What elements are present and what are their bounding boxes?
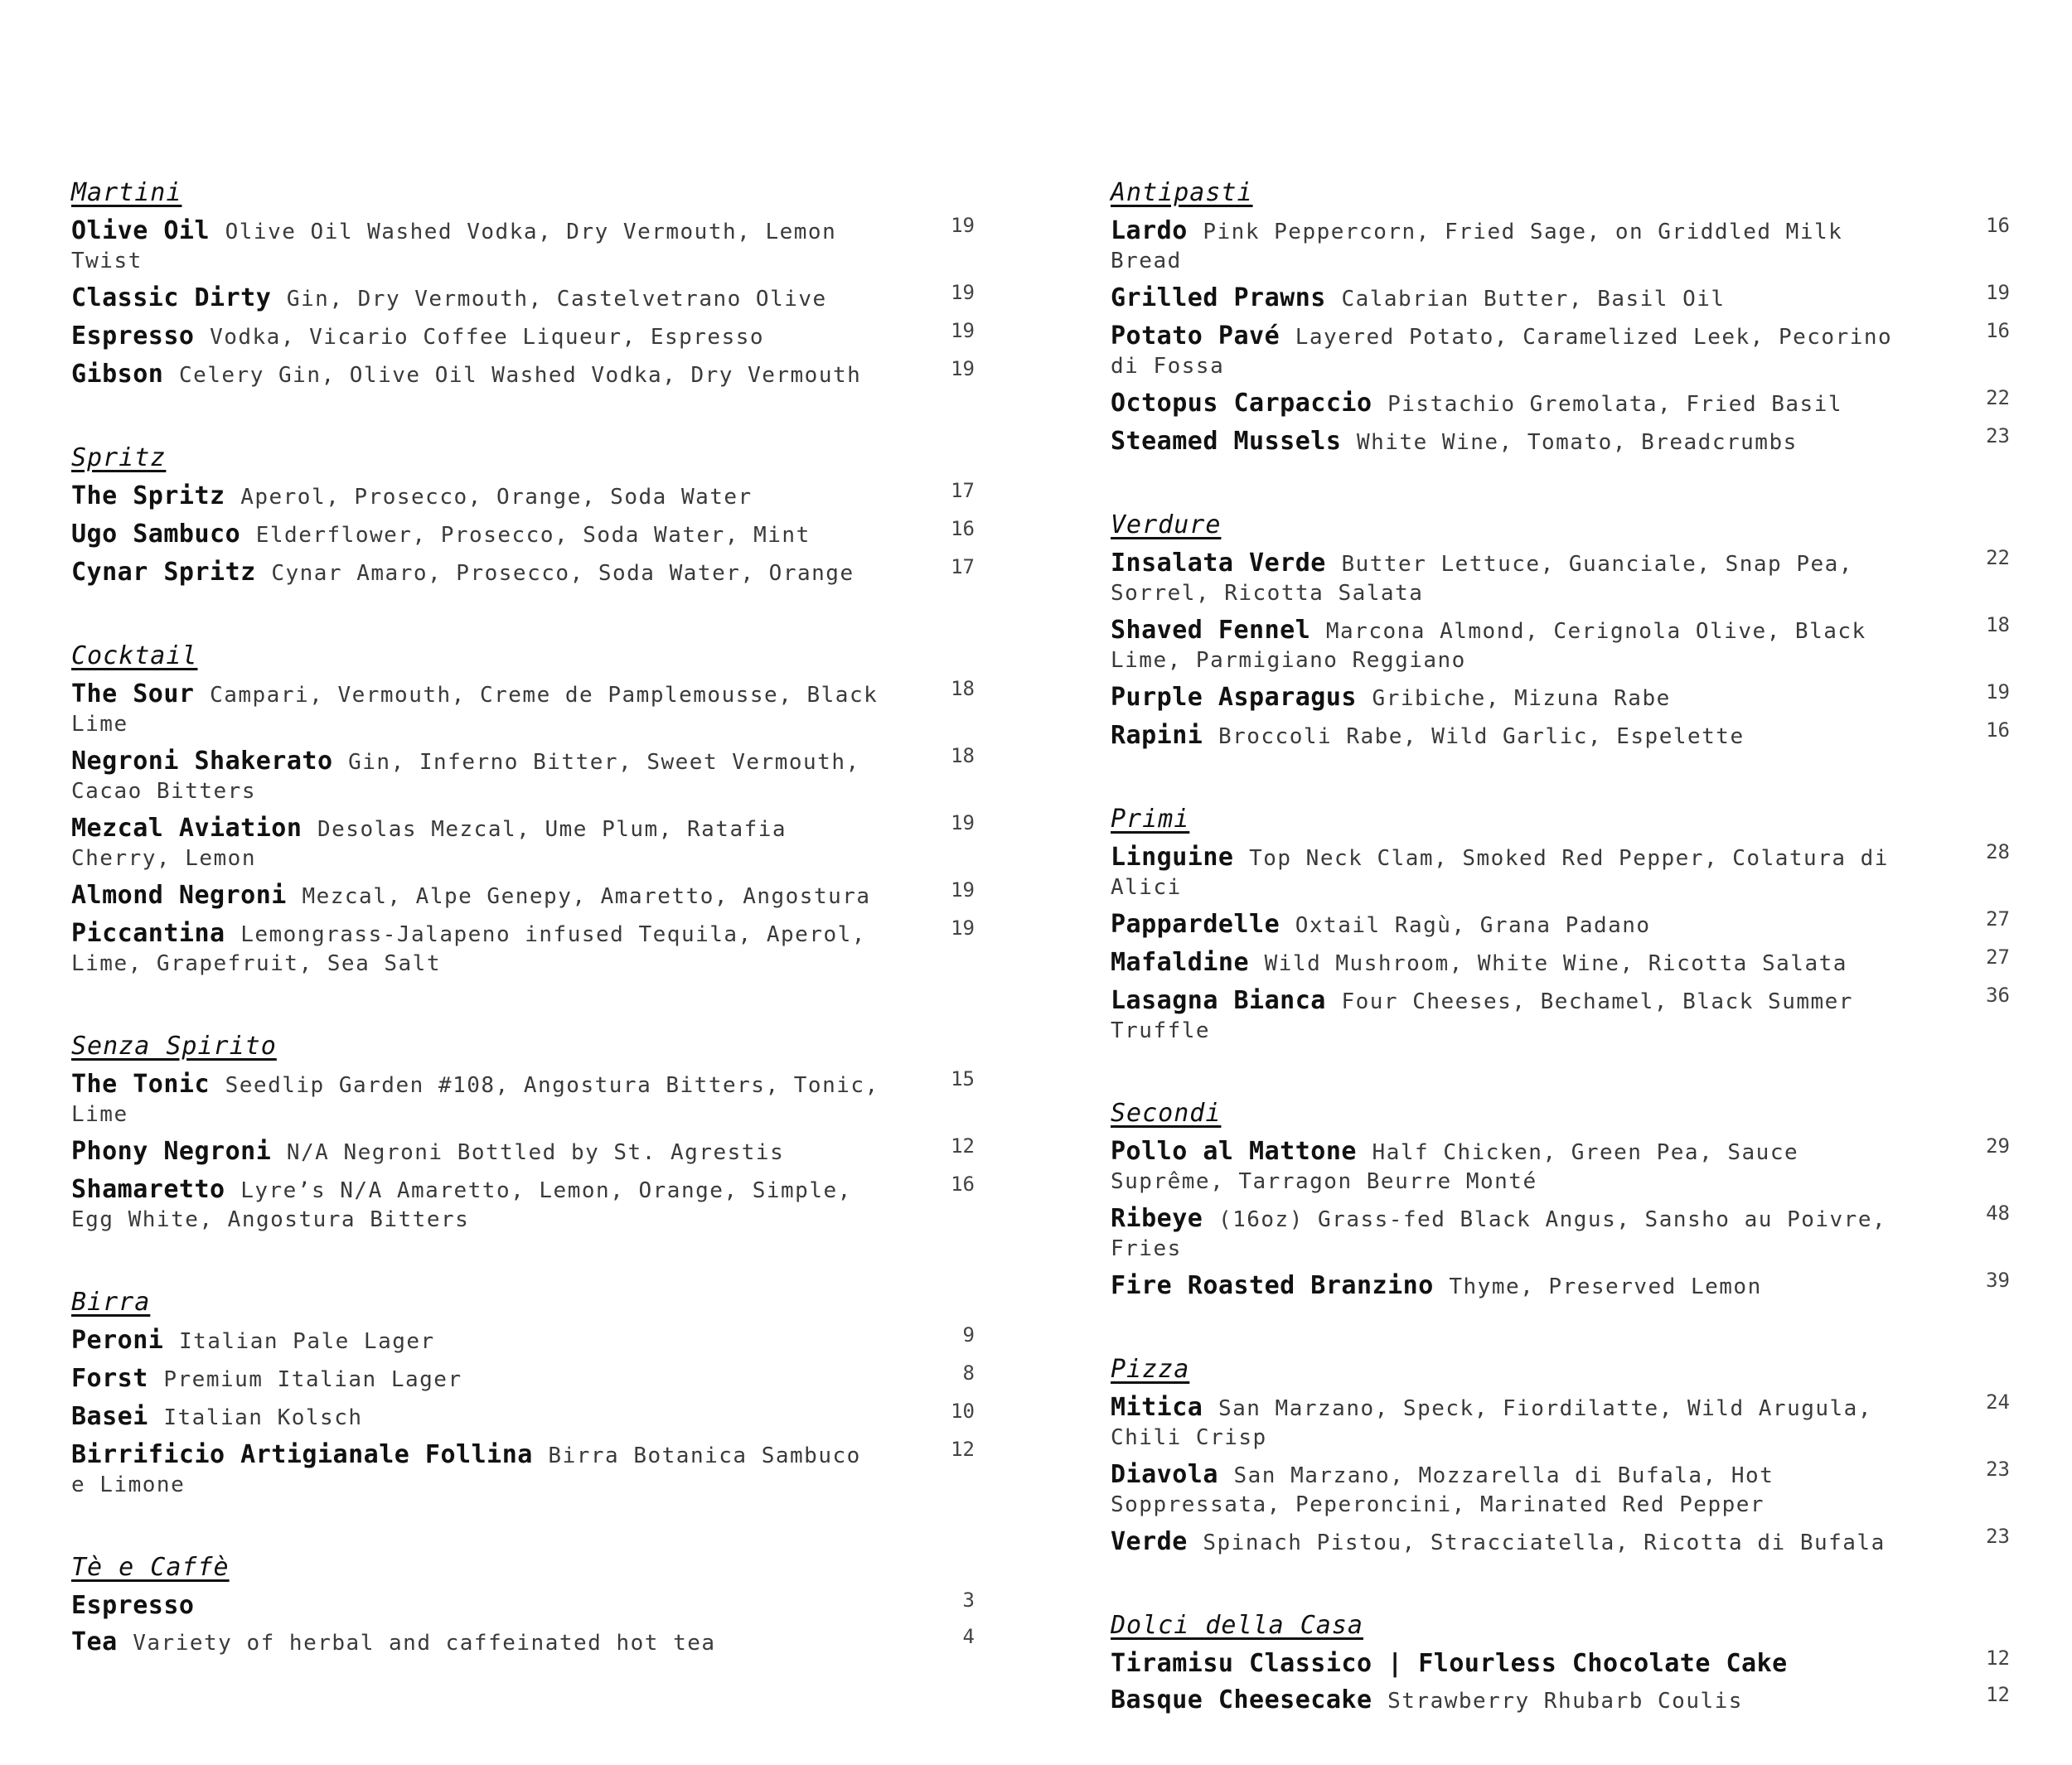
item-name: Almond Negroni [71,881,287,910]
menu-item-text [1111,911,1919,940]
item-name: Espresso [71,1591,195,1620]
menu-item-text [1111,1272,1919,1301]
item-price: 19 [951,811,975,834]
menu-item [1111,424,2010,457]
menu-item-text [71,680,884,738]
menu-item-text [71,815,884,873]
menu-section-senza-spirito [71,1028,975,1234]
item-name: Basei [71,1402,148,1431]
menu-item [71,1625,975,1657]
menu-item [71,1588,975,1620]
menu-item-text [1111,1138,1919,1196]
section-title: Martini [71,178,182,207]
item-description: Italian Pale Lager [178,1329,435,1354]
menu-item-text [1111,1394,1919,1452]
menu-item [1111,840,2010,902]
menu-item [71,319,975,351]
item-price: 27 [1986,907,2010,931]
menu-item [71,357,975,389]
item-price: 18 [951,744,975,767]
menu-item-text [1111,722,1919,751]
item-name: Negroni Shakerato [71,747,333,776]
menu-item [71,214,975,275]
menu-item-text [1111,949,1919,978]
menu-item [71,1323,975,1356]
section-title: Verdure [1111,510,1222,539]
menu-item [1111,1134,2010,1196]
item-description: Butter Lettuce, Guanciale, Snap Pea, Sorrel, Ricotta Salata [1111,552,1853,606]
item-description: Vodka, Vicario Coffee Liqueur, Espresso [210,325,765,350]
item-price: 39 [1986,1269,2010,1292]
item-price: 18 [951,677,975,700]
menu-item [71,479,975,511]
menu-item [71,916,975,978]
item-description: Calabrian Butter, Basil Oil [1341,287,1726,312]
item-price: 48 [1986,1202,2010,1225]
item-name: Phony Negroni [71,1137,272,1166]
item-name: Tiramisu Classico | Flourless Chocolate Cake [1111,1649,1788,1678]
item-name: Basque Cheesecake [1111,1685,1372,1714]
item-price: 23 [1986,1458,2010,1481]
section-title: Tè e Caffè [71,1553,230,1582]
menu-item-text [71,482,884,511]
menu-item [1111,1458,2010,1519]
item-name: The Spritz [71,481,225,510]
menu-section-secondi [1111,1095,2010,1301]
menu-item [1111,1390,2010,1452]
item-description: Seedlip Garden #108, Angostura Bitters, Tonic, Lime [71,1073,879,1127]
item-price: 15 [951,1067,975,1090]
menu-item-text [1111,617,1919,675]
menu-item [71,1173,975,1234]
item-name: Olive Oil [71,216,211,245]
item-description: Mezcal, Alpe Genepy, Amaretto, Angostura [302,884,871,909]
section-title: Dolci della Casa [1111,1611,1363,1640]
section-title: Cocktail [71,641,198,670]
item-price: 36 [1986,984,2010,1007]
menu-section-spritz [71,439,975,588]
item-price: 18 [1986,613,2010,636]
item-description: Gin, Inferno Bitter, Sweet Vermouth, Cacao Bitters [71,750,860,804]
item-price: 4 [962,1625,975,1648]
menu-item-text [71,217,884,275]
menu-item [71,1067,975,1129]
item-name: Octopus Carpaccio [1111,389,1372,418]
item-description: Birra Botanica Sambuco e Limone [71,1443,861,1497]
item-price: 3 [962,1588,975,1612]
item-price: 9 [962,1323,975,1347]
item-name: Verde [1111,1527,1188,1556]
menu-section-antipasti [1111,174,2010,457]
food-column [1111,174,2010,1765]
item-description: Celery Gin, Olive Oil Washed Vodka, Dry Vermouth [178,363,862,388]
menu-item [71,281,975,313]
item-price: 19 [951,214,975,237]
menu-item-text [1111,322,1919,380]
menu-item-text [71,284,884,313]
item-price: 16 [951,1173,975,1196]
menu-section-pizza [1111,1351,2010,1557]
menu-item [1111,214,2010,275]
item-name: Mezcal Aviation [71,814,303,843]
menu-item-text [71,559,884,588]
menu-item [1111,1683,2010,1715]
item-name: Grilled Prawns [1111,283,1326,312]
menu-item-text [71,1327,884,1356]
menu-item [1111,613,2010,675]
menu-item [1111,718,2010,751]
menu-item [1111,984,2010,1045]
item-description: San Marzano, Speck, Fiordilatte, Wild Arugula, Chili Crisp [1111,1396,1872,1450]
item-description: Cynar Amaro, Prosecco, Soda Water, Orange [271,561,854,586]
menu-item-text [71,1628,884,1657]
item-description: Pistachio Gremolata, Fried Basil [1387,392,1843,417]
item-price: 17 [951,479,975,502]
item-description: Elderflower, Prosecco, Soda Water, Mint [255,523,811,548]
item-description: Olive Oil Washed Vodka, Dry Vermouth, Lemon Twist [71,220,837,273]
item-name: Potato Pavé [1111,322,1280,351]
item-price: 10 [951,1400,975,1423]
item-description: San Marzano, Mozzarella di Bufala, Hot Soppressata, Peperoncini, Marinated Red Pepper [1111,1463,1774,1517]
item-description: Campari, Vermouth, Creme de Pamplemousse, Black Lime [71,683,879,737]
section-title: Spritz [71,443,167,472]
item-name: Mafaldine [1111,948,1250,977]
menu-item-text [71,1365,884,1394]
menu-item [1111,1647,2010,1678]
menu-item [1111,680,2010,713]
item-description: Wild Mushroom, White Wine, Ricotta Salata [1264,951,1847,976]
section-title: Antipasti [1111,178,1253,207]
item-name: Cynar Spritz [71,558,256,587]
item-name: Pollo al Mattone [1111,1137,1357,1166]
item-name: Peroni [71,1326,164,1355]
item-price: 17 [951,555,975,578]
menu-item [1111,319,2010,380]
item-description: Pink Peppercorn, Fried Sage, on Griddled Milk Bread [1111,220,1843,273]
item-description: Broccoli Rabe, Wild Garlic, Espelette [1218,724,1745,749]
menu-section-dolci-della-casa [1111,1607,2010,1715]
item-description: Thyme, Preserved Lemon [1449,1274,1762,1299]
item-name: Insalata Verde [1111,549,1326,578]
item-description: N/A Negroni Bottled by St. Agrestis [286,1140,785,1165]
item-description: Gribiche, Mizuna Rabe [1372,686,1671,711]
item-price: 19 [951,319,975,342]
item-name: Linguine [1111,843,1234,872]
menu-item-text [1111,549,1919,607]
menu-item [1111,281,2010,313]
menu-section-martini [71,174,975,389]
item-description: Variety of herbal and caffeinated hot tea [133,1631,716,1656]
section-title: Pizza [1111,1355,1190,1384]
menu-item-text [71,1071,884,1129]
item-price: 22 [1986,546,2010,569]
item-name: Diavola [1111,1460,1218,1489]
menu-item [1111,1202,2010,1263]
item-description: Italian Kolsch [163,1405,363,1430]
item-name: The Tonic [71,1070,211,1099]
item-price: 19 [951,878,975,902]
menu-section-primi [1111,800,2010,1045]
item-price: 12 [951,1438,975,1461]
menu-item [1111,907,2010,940]
item-name: Birrificio Artigianale Follina [71,1440,533,1469]
item-description: Gin, Dry Vermouth, Castelvetrano Olive [286,287,827,312]
item-name: Ribeye [1111,1204,1203,1233]
menu-item-text [71,1403,884,1432]
item-name: Lasagna Bianca [1111,986,1326,1015]
item-name: Purple Asparagus [1111,683,1357,712]
item-name: Forst [71,1364,148,1393]
item-description: Four Cheeses, Bechamel, Black Summer Truffle [1111,989,1853,1043]
item-description: White Wine, Tomato, Breadcrumbs [1357,430,1798,455]
menu-item [1111,1525,2010,1557]
menu-item-text [1111,1461,1919,1519]
menu-item-text [71,747,884,805]
menu-item [71,1400,975,1432]
item-description: Premium Italian Lager [163,1367,462,1392]
item-description: Marcona Almond, Cerignola Olive, Black Lime, Parmigiano Reggiano [1111,619,1866,673]
menu-item-text [1111,1205,1919,1263]
menu-item-text [71,1176,884,1234]
item-description: Layered Potato, Caramelized Leek, Pecorino di Fossa [1111,325,1893,379]
item-name: Mitica [1111,1393,1203,1422]
menu-item-text [1111,284,1919,313]
section-title: Senza Spirito [71,1032,277,1061]
menu-section-verdure [1111,506,2010,751]
menu-item-text [1111,1686,1919,1715]
menu-item-text [1111,217,1919,275]
section-title: Secondi [1111,1099,1222,1128]
menu-section-te-e-caffe [71,1549,975,1657]
item-price: 19 [1986,281,2010,304]
item-description: Aperol, Prosecco, Orange, Soda Water [240,485,753,510]
drinks-column [71,174,975,1707]
item-description: Oxtail Ragù, Grana Padano [1295,913,1651,938]
item-name: Espresso [71,322,195,351]
menu-item-text [71,520,884,549]
section-title: Primi [1111,805,1190,834]
menu-item [1111,386,2010,418]
menu-item-text [1111,1528,1919,1557]
item-price: 23 [1986,424,2010,447]
menu-item-text [71,1138,884,1167]
item-price: 12 [951,1134,975,1158]
item-price: 12 [1986,1683,2010,1706]
item-name: Shaved Fennel [1111,616,1311,645]
item-description: Lyre’s N/A Amaretto, Lemon, Orange, Simple, Egg White, Angostura Bitters [71,1178,852,1232]
item-name: Ugo Sambuco [71,520,241,549]
item-price: 8 [962,1361,975,1385]
item-name: Piccantina [71,919,225,948]
item-price: 19 [951,357,975,380]
item-name: The Sour [71,679,195,708]
item-name: Lardo [1111,216,1188,245]
menu-item-text [71,1592,884,1619]
item-name: Shamaretto [71,1175,225,1204]
item-price: 27 [1986,945,2010,969]
menu-item-text [71,360,884,389]
item-price: 23 [1986,1525,2010,1548]
item-price: 16 [1986,718,2010,742]
item-description: (16oz) Grass-fed Black Angus, Sansho au Poivre, Fries [1111,1207,1887,1261]
menu-item-text [71,920,884,978]
menu-item-text [71,322,884,351]
section-title: Birra [71,1288,151,1317]
menu-item [71,1134,975,1167]
item-name: Rapini [1111,721,1203,750]
item-name: Classic Dirty [71,283,272,312]
menu-item [71,1361,975,1394]
menu-section-cocktail [71,637,975,978]
item-price: 22 [1986,386,2010,409]
menu-item [1111,546,2010,607]
menu-item [71,517,975,549]
item-price: 16 [1986,319,2010,342]
menu-item [71,555,975,588]
menu-item-text [71,882,884,911]
item-name: Gibson [71,360,164,389]
item-name: Pappardelle [1111,910,1280,939]
menu-item-text [1111,684,1919,713]
menu-item-text [1111,428,1919,457]
menu-item [71,744,975,805]
menu-item [71,677,975,738]
menu-item-text [71,1441,884,1499]
item-description: Top Neck Clam, Smoked Red Pepper, Colatura di Alici [1111,846,1889,900]
menu-item [71,878,975,911]
item-price: 24 [1986,1390,2010,1414]
item-price: 19 [951,916,975,940]
item-name: Steamed Mussels [1111,427,1342,456]
item-name: Fire Roasted Branzino [1111,1271,1434,1300]
menu-item-text [1111,844,1919,902]
item-price: 28 [1986,840,2010,863]
item-description: Half Chicken, Green Pea, Sauce Suprême, Tarragon Beurre Monté [1111,1140,1799,1194]
item-price: 12 [1986,1647,2010,1670]
item-description: Spinach Pistou, Stracciatella, Ricotta di Bufala [1203,1530,1886,1555]
menu-item [1111,945,2010,978]
menu-item-text [1111,1650,1919,1677]
item-price: 16 [951,517,975,540]
item-name: Tea [71,1627,118,1656]
item-price: 19 [951,281,975,304]
item-price: 19 [1986,680,2010,704]
item-description: Strawberry Rhubarb Coulis [1387,1689,1743,1714]
menu-item [71,811,975,873]
menu-item-text [1111,987,1919,1045]
item-description: Desolas Mezcal, Ume Plum, Ratafia Cherry, Lemon [71,817,787,871]
menu-item [71,1438,975,1499]
menu-item [1111,1269,2010,1301]
menu-section-birra [71,1284,975,1499]
menu-item-text [1111,389,1919,418]
item-description: Lemongrass-Jalapeno infused Tequila, Aperol, Lime, Grapefruit, Sea Salt [71,922,866,976]
item-price: 29 [1986,1134,2010,1158]
item-price: 16 [1986,214,2010,237]
